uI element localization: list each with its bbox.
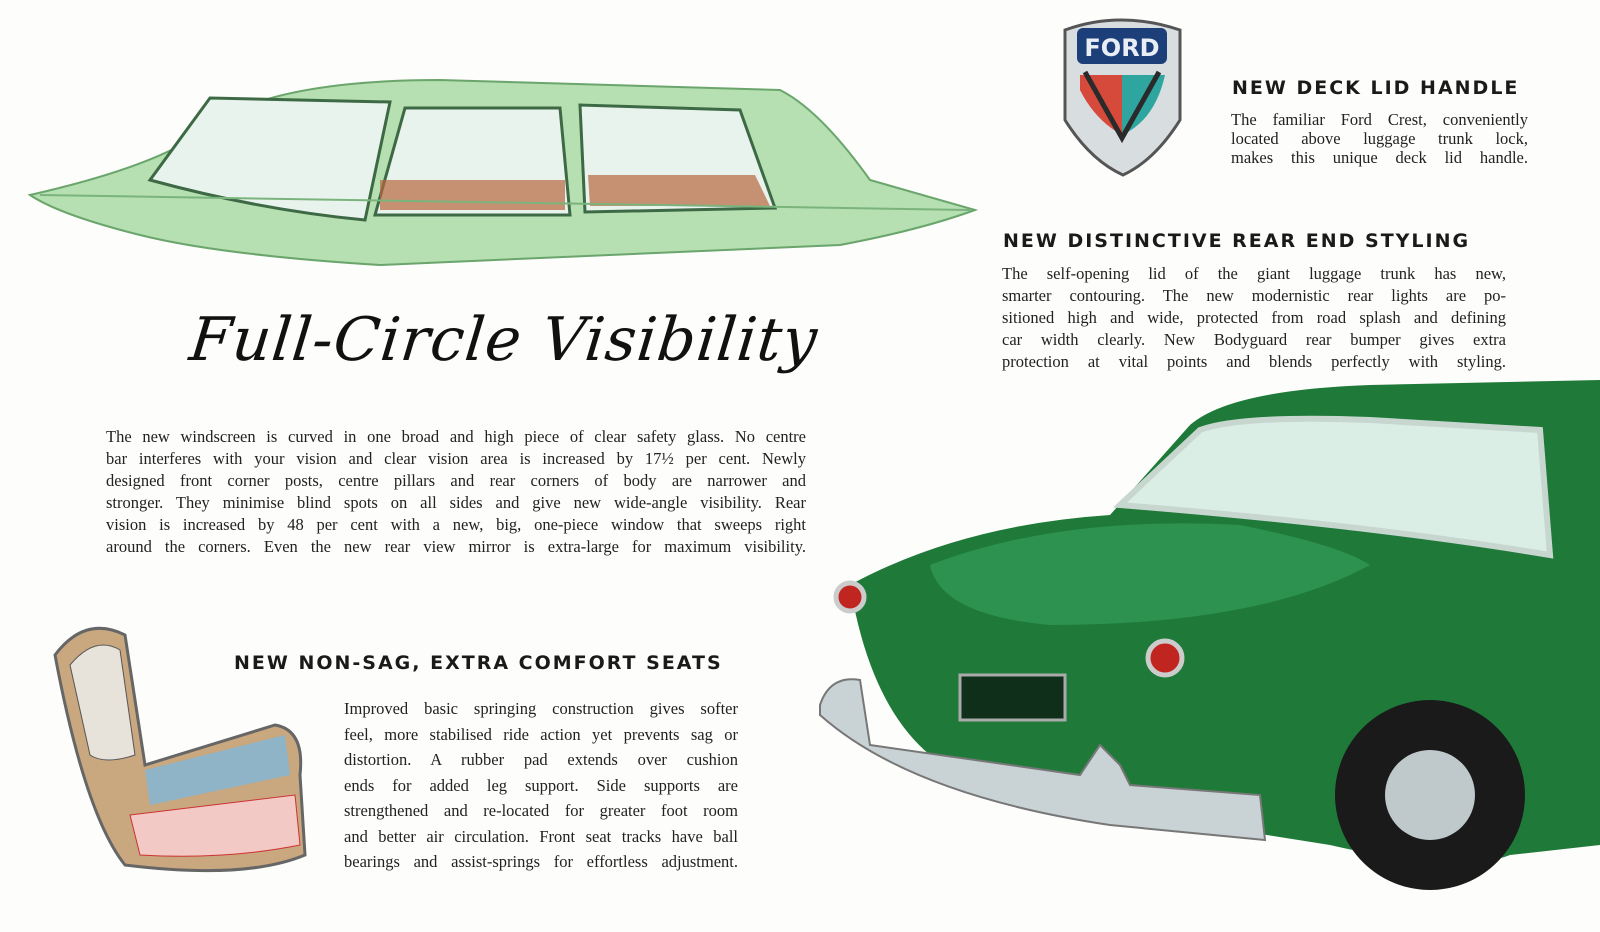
text-line: smarter contouring. The new modernistic rear lights are po- [1002,286,1506,305]
text-line: sitioned high and wide, protected from road splash and defining [1002,308,1506,327]
crest-logo-text: FORD [1084,34,1160,62]
text-line: The new windscreen is curved in one broad and high piece of clear safety glass. No centre [106,427,806,446]
car-rear-illustration [810,375,1600,932]
text-line: The familiar Ford Crest, conveniently [1231,110,1528,129]
text-line: ends for added leg support. Side supports are [344,775,738,795]
visibility-paragraph [106,426,806,558]
ford-crest-illustration [1055,10,1190,180]
text-line: designed front corner posts, centre pillars and rear corners of body are narrower and [106,471,806,490]
text-line: protection at vital points and blends perfectly with styling. [1002,352,1506,371]
text-line: stronger. They minimise blind spots on all sides and give new wide-angle visibility. Rear [106,493,806,512]
text-line: and better air circulation. Front seat tracks have ball [344,826,738,846]
text-line: distortion. A rubber pad extends over cushion [344,750,738,769]
text-line: The self-opening lid of the giant luggage trunk has new, [1002,264,1506,283]
text-line: located above luggage trunk lock, [1231,129,1528,148]
text-line: bearings and assist-springs for effortless adjustment. [344,852,738,871]
text-line: Improved basic springing construction gives softer [344,699,738,718]
text-line: makes this unique deck lid handle. [1231,148,1528,167]
text-line: car width clearly. New Bodyguard rear bumper gives extra [1002,330,1506,349]
text-line: vision is increased by 48 per cent with a new, big, one-piece window that sweeps right [106,515,806,534]
text-line: strengthened and re-located for greater foot room [344,801,738,820]
deck-lid-paragraph [1231,110,1528,167]
seats-heading: NEW NON-SAG, EXTRA COMFORT SEATS [234,652,723,674]
rear-end-heading: NEW DISTINCTIVE REAR END STYLING [1003,230,1471,252]
seats-paragraph [344,696,738,875]
visibility-title: Full-Circle Visibility [186,305,822,375]
text-line: feel, more stabilised ride action yet prevents sag or [344,724,738,744]
text-line: around the corners. Even the new rear view mirror is extra-large for maximum visibility. [106,537,806,556]
text-line: bar interferes with your vision and clear vision area is increased by 17½ per cent. Newly [106,449,806,468]
deck-lid-heading: NEW DECK LID HANDLE [1232,77,1520,99]
rear-end-paragraph [1002,263,1506,373]
car-side-illustration [20,50,980,280]
